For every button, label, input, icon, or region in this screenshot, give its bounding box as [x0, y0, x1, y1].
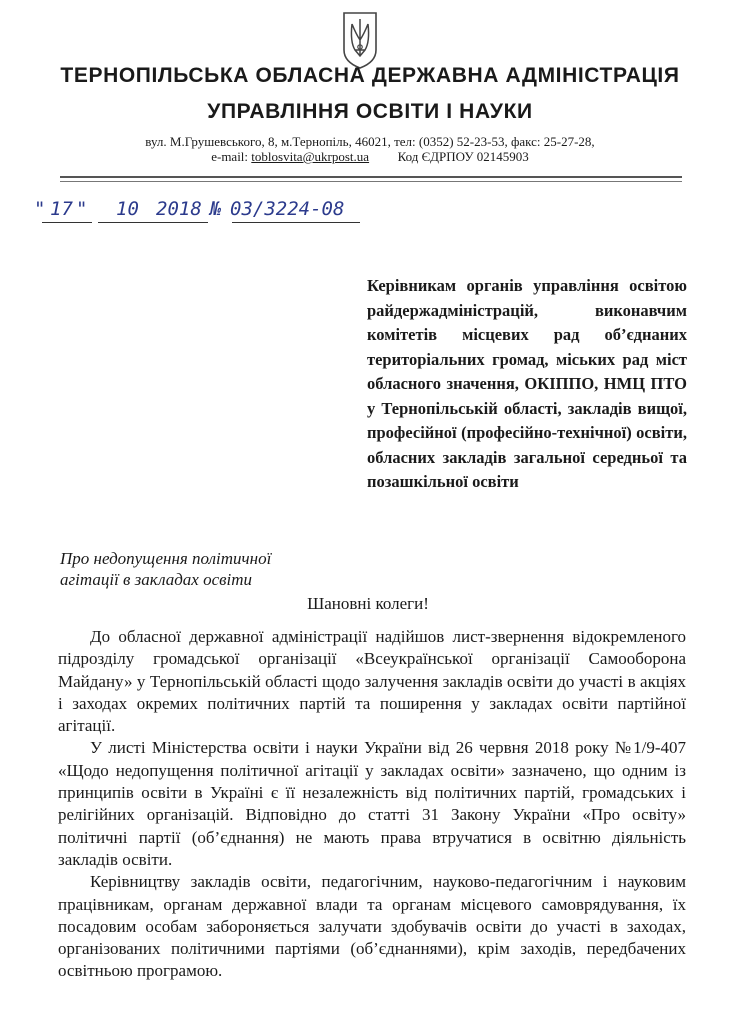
- email-link[interactable]: toblosvita@ukrpost.ua: [251, 149, 370, 164]
- contact-details: [80, 134, 660, 164]
- greeting: Шановні колеги!: [307, 594, 429, 613]
- edrpou-code: Код ЄДРПОУ 02145903: [397, 149, 529, 164]
- day-underline: [42, 222, 92, 223]
- registration-stamp: [34, 198, 374, 228]
- address-line: вул. М.Грушевського, 8, м.Тернопіль, 46021, тел: (0352) 52-23-53, факс: 25-27-28,: [145, 134, 595, 149]
- header-divider-thin: [60, 181, 682, 182]
- addressee-block: Керівникам органів управління освітою райдержадміністрацій, виконавчим комітетів місцевих рад об’єднаних територіальних громад, міських рад міст обласного значення, ОКІППО, НМЦ ПТО у Тернопільській області, закладів вищої, професійної (професійно-технічної) освіти, обласних закладів загальної середньої та позашкільної освіти: [367, 276, 687, 491]
- reg-month: 10: [116, 198, 139, 220]
- body-paragraph: До обласної державної адміністрації надійшов лист-звернення відокремленого підрозділу громадської організації «Всеукраїнської організації Самооборона Майдану» у Тернопільській області щодо залучення закладів освіти до участі в акціях і заходах окремих політичних партій та поширення у закладах освіти партійної агітації.: [58, 627, 686, 736]
- body-paragraph: У листі Міністерства освіти і науки України від 26 червня 2018 року №1/9-407 «Щодо недопущення політичної агітації у закладах освіти» зазначено, що одним із принципів освіти в Україні є її незалежність від політичних партій, громадських і релігійних організацій. Відповідно до статті 31 Закону України «Про освіту» політичні партії (об’єднання) не мають права втручатися в освітню діяльність закладів освіти.: [58, 738, 686, 869]
- letter-body: [58, 626, 686, 983]
- date-underline: [98, 222, 208, 223]
- quote-open: ": [34, 198, 46, 220]
- subject-line: Про недопущення політичної: [60, 549, 272, 568]
- reg-year: 2018: [156, 198, 202, 220]
- email-label: e-mail:: [211, 149, 249, 164]
- reg-day: 17: [50, 198, 73, 220]
- organization-name: ТЕРНОПІЛЬСЬКА ОБЛАСНА ДЕРЖАВНА АДМІНІСТРАЦІЯ: [60, 64, 680, 87]
- subject-block: [60, 548, 350, 590]
- number-sign: №: [210, 198, 222, 220]
- body-paragraph: Керівництву закладів освіти, педагогічним, науково-педагогічним і науковим працівникам, органам державної влади та органам місцевого самоврядування, їх посадовим особам забороняється залучати здобувачів освіти до участі в заходах, організованих політичними партіями (об’єднаннями), крім заходів, передбачених освітньою програмою.: [58, 872, 686, 981]
- email-line: [80, 149, 660, 164]
- trident-coat-of-arms-icon: [341, 10, 379, 70]
- department-name: УПРАВЛІННЯ ОСВІТИ І НАУКИ: [207, 100, 533, 123]
- header-divider: [60, 176, 682, 178]
- reg-number: 03/3224-08: [230, 198, 345, 220]
- subject-line: агітації в закладах освіти: [60, 570, 253, 589]
- quote-close: ": [76, 198, 88, 220]
- number-underline: [232, 222, 360, 223]
